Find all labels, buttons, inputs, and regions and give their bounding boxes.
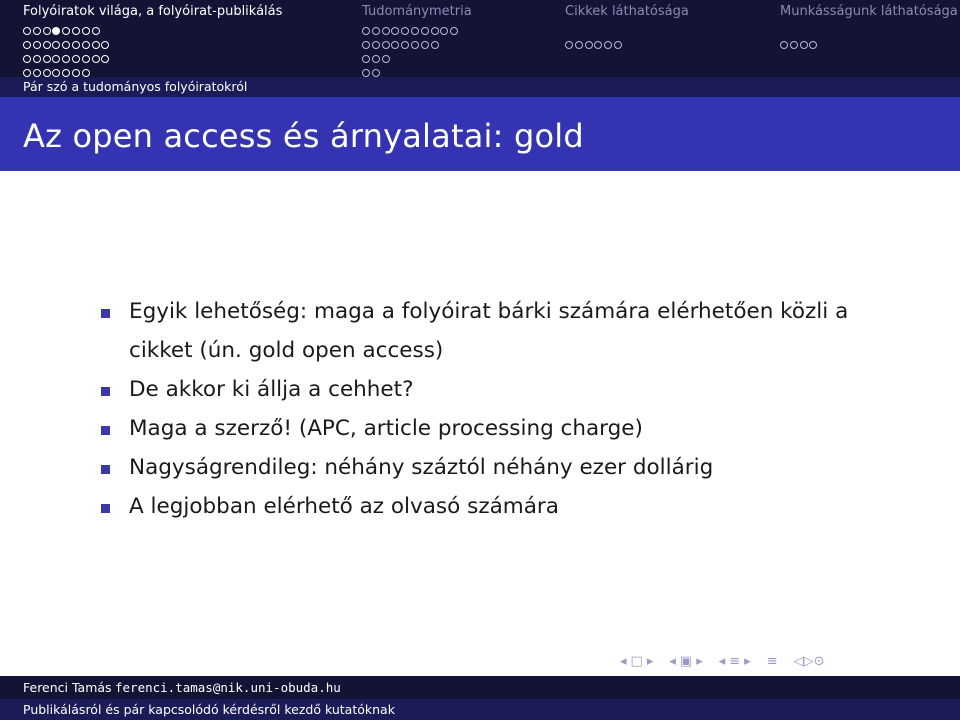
frame-dot-icon[interactable] [92,41,100,49]
frame-dots-row [780,24,958,38]
frame-dot-icon[interactable] [23,41,31,49]
frame-dot-icon[interactable] [391,41,399,49]
frame-dot-icon[interactable] [431,27,439,35]
frame-dots [362,24,472,80]
frame-dot-icon[interactable] [33,69,41,77]
frame-dot-icon[interactable] [43,41,51,49]
bullet-item [101,448,881,487]
frame-dot-icon[interactable] [382,41,390,49]
section-navigation-bar [0,0,960,77]
frame-dot-icon[interactable] [23,27,31,35]
frame-dots-row [23,38,282,52]
frame-dots-row [362,38,472,52]
frame-dots [565,24,689,52]
bullet-item [101,409,881,448]
section-icon[interactable]: ≡ [729,653,741,669]
frame-dot-icon[interactable] [92,27,100,35]
square-bullet-icon [101,309,110,318]
frame-back-icon[interactable]: ◂ [620,653,627,669]
frame-dot-icon[interactable] [809,41,817,49]
frame-dot-icon[interactable] [382,27,390,35]
nav-section-title[interactable]: Folyóiratok világa, a folyóirat-publikálás [23,4,283,19]
frame-dots [780,24,958,52]
section-forward-icon[interactable]: ▸ [744,653,751,669]
frame-dot-icon[interactable] [575,41,583,49]
frame-dot-icon[interactable] [372,55,380,63]
frame-dot-icon[interactable] [92,55,100,63]
frame-dot-icon[interactable] [72,27,80,35]
subsection-icon[interactable]: ▣ [679,653,693,669]
square-bullet-icon [101,426,110,435]
frame-dot-icon[interactable] [33,41,41,49]
frame-dot-icon[interactable] [43,55,51,63]
subsection-forward-icon[interactable]: ▸ [696,653,703,669]
frame-dot-icon[interactable] [33,27,41,35]
frame-dot-icon[interactable] [52,69,60,77]
frame-dot-icon[interactable] [800,41,808,49]
slide-title: Az open access és árnyalatai: gold [23,117,584,155]
frame-dot-icon[interactable] [421,41,429,49]
frame-dot-icon[interactable] [362,27,370,35]
frame-forward-icon[interactable]: ▸ [646,653,654,669]
frame-dot-icon[interactable] [62,55,70,63]
frame-dot-icon[interactable] [411,41,419,49]
frame-dot-icon[interactable] [82,69,90,77]
search-zoom-icon[interactable]: ◁▷⊙ [793,653,825,669]
nav-section-2[interactable] [362,0,472,80]
frame-dot-icon[interactable] [372,69,380,77]
frame-dot-icon[interactable] [82,55,90,63]
section-back-icon[interactable]: ◂ [718,653,726,669]
bullet-text: De akkor ki állja a cehhet? [129,377,414,402]
frame-dot-icon[interactable] [72,55,80,63]
beamer-navigation-symbols [620,652,828,670]
talk-title: Publikálásról és pár kapcsolódó kérdésről kezdő kutatóknak [23,702,395,717]
frame-dot-icon[interactable] [82,27,90,35]
author-email: ferenci.tamas@nik.uni-obuda.hu [115,680,341,695]
footer-title-bar [0,699,960,720]
frame-dot-icon[interactable] [614,41,622,49]
frame-dot-icon[interactable] [431,41,439,49]
frame-dot-icon[interactable] [23,55,31,63]
frame-dots-row [565,24,689,38]
frame-dot-icon[interactable] [382,55,390,63]
frame-dot-icon[interactable] [62,69,70,77]
nav-section-title[interactable]: Munkásságunk láthatósága [780,4,958,19]
frame-dot-icon[interactable] [52,41,60,49]
frame-dot-icon[interactable] [101,55,109,63]
bullet-list [101,292,881,526]
bullet-text: Maga a szerző! (APC, article processing charge) [129,416,643,441]
frame-dot-icon[interactable] [372,41,380,49]
frame-dot-icon[interactable] [585,41,593,49]
current-subsection[interactable]: Pár szó a tudományos folyóiratokról [23,79,248,94]
frame-dots-row [565,38,689,52]
current-frame-dot-icon[interactable] [52,27,60,35]
frame-dot-icon[interactable] [362,55,370,63]
frame-dot-icon[interactable] [401,27,409,35]
square-bullet-icon [101,504,110,513]
subsection-bar [0,77,960,97]
frame-dot-icon[interactable] [43,27,51,35]
nav-section-3[interactable] [565,0,689,52]
frame-dot-icon[interactable] [52,55,60,63]
square-bullet-icon [101,465,110,474]
frame-dots-row [362,52,472,66]
square-bullet-icon [101,387,110,396]
frame-dots-row [780,38,958,52]
frame-dot-icon[interactable] [23,69,31,77]
frame-dot-icon[interactable] [33,55,41,63]
frame-dot-icon[interactable] [604,41,612,49]
bullet-text: A legjobban elérhető az olvasó számára [129,494,559,519]
frame-dot-icon[interactable] [565,41,573,49]
frame-dot-icon[interactable] [101,41,109,49]
document-icon[interactable]: ≡ [766,653,778,669]
bullet-item [101,487,881,526]
frame-dots-row [23,52,282,66]
frame-dot-icon[interactable] [780,41,788,49]
frame-dot-icon[interactable] [72,41,80,49]
nav-section-title[interactable]: Cikkek láthatósága [565,4,689,19]
nav-section-4[interactable] [780,0,958,52]
frame-dot-icon[interactable] [594,41,602,49]
bullet-text: Egyik lehetőség: maga a folyóirat bárki számára elérhetően közli a cikket (ún. gold open access) [129,299,849,363]
frame-dot-icon[interactable] [72,69,80,77]
frame-dot-icon[interactable] [82,41,90,49]
frame-title-bar [0,97,960,171]
bullet-text: Nagyságrendileg: néhány száztól néhány ezer dollárig [129,455,714,480]
footer-author-bar [0,676,960,699]
frame-dot-icon[interactable] [421,27,429,35]
frame-dots-row [23,24,282,38]
frame-dot-icon[interactable] [411,27,419,35]
frame-dot-icon[interactable] [401,41,409,49]
frame-dot-icon[interactable] [43,69,51,77]
frame-dot-icon[interactable] [450,27,458,35]
frame-dots-row [362,24,472,38]
frame-dot-icon[interactable] [391,27,399,35]
subsection-back-icon[interactable]: ◂ [669,653,676,669]
frame-dot-icon[interactable] [362,69,370,77]
bullet-item [101,370,881,409]
frame-dot-icon[interactable] [790,41,798,49]
bullet-item [101,292,881,370]
frame-dot-icon[interactable] [62,41,70,49]
author-name: Ferenci Tamás [23,680,112,695]
frame-dot-icon[interactable] [440,27,448,35]
frame-dot-icon[interactable] [62,27,70,35]
nav-section-title[interactable]: Tudománymetria [362,4,472,19]
frame-dot-icon[interactable] [362,41,370,49]
frame-dot-icon[interactable] [372,27,380,35]
frame-icon[interactable]: □ [630,653,643,669]
